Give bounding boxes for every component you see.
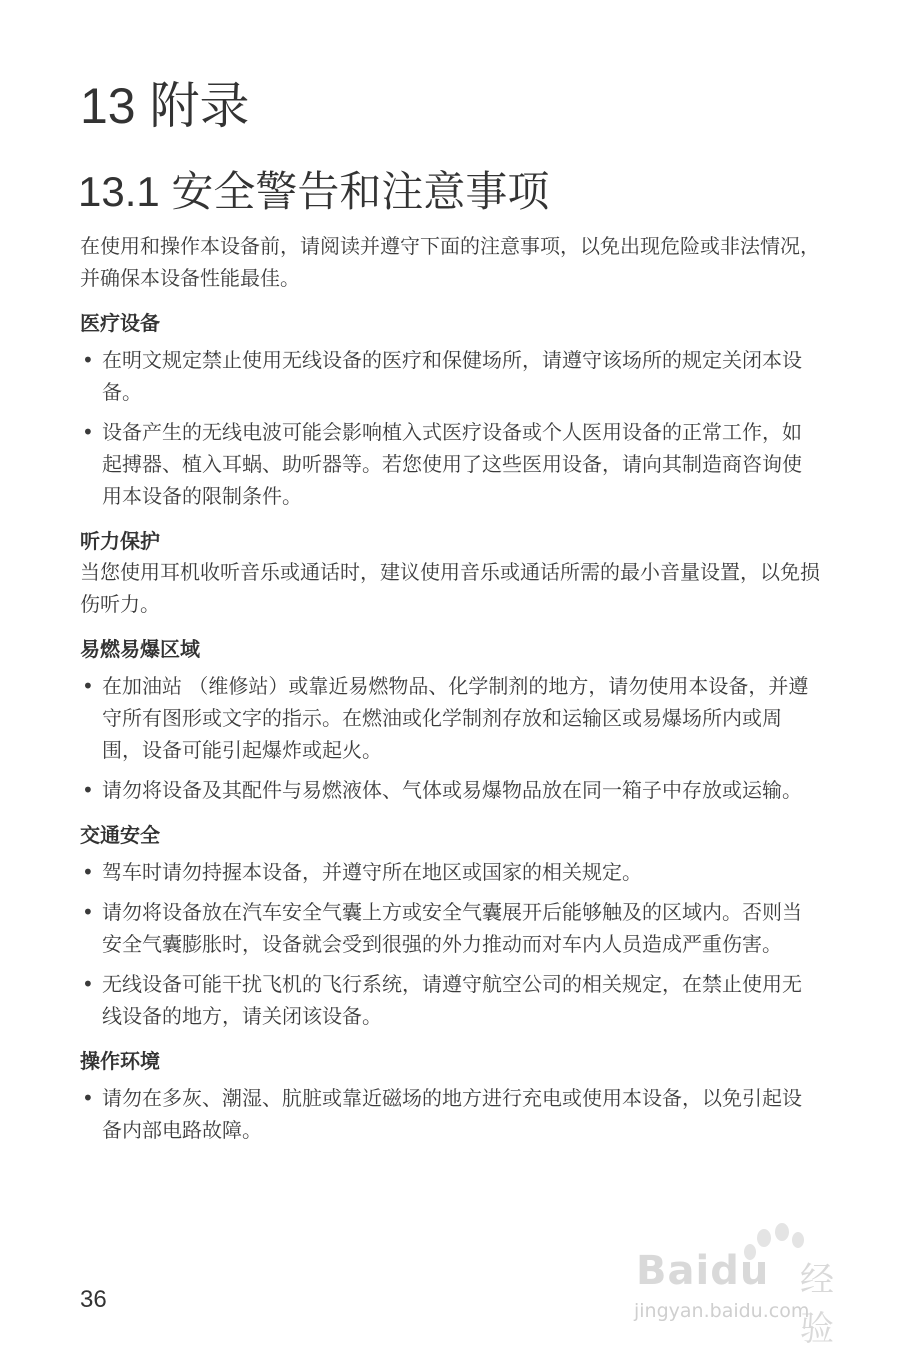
page-number: 36 (80, 1286, 107, 1313)
bullet-icon: • (82, 348, 94, 372)
watermark-logo: Baidu (636, 1248, 770, 1294)
environment-section (80, 1046, 820, 1146)
flammable-section (80, 634, 820, 806)
traffic-section (80, 820, 820, 1032)
baidu-jingyan-watermark (632, 1222, 862, 1349)
bullet-icon: • (82, 860, 94, 884)
list-item-text: 驾车时请勿持握本设备，并遵守所在地区或国家的相关规定。 (102, 860, 642, 884)
list-item (80, 968, 820, 1032)
intro-paragraph: 在使用和操作本设备前，请阅读并遵守下面的注意事项，以免出现危险或非法情况，并确保本设备性能最佳。 (80, 234, 820, 290)
list-item (80, 896, 820, 960)
bullet-icon: • (82, 778, 94, 802)
watermark-url: jingyan.baidu.com (634, 1300, 810, 1322)
hearing-section (80, 526, 820, 620)
bullet-icon: • (82, 900, 94, 924)
list-item (80, 1082, 820, 1146)
traffic-heading: 交通安全 (80, 823, 160, 847)
list-item (80, 670, 820, 766)
environment-heading: 操作环境 (80, 1049, 160, 1073)
medical-section (80, 308, 820, 512)
list-item-text: 请勿将设备及其配件与易燃液体、气体或易爆物品放在同一箱子中存放或运输。 (102, 778, 802, 802)
flammable-heading: 易燃易爆区域 (80, 637, 200, 661)
list-item-text: 请勿将设备放在汽车安全气囊上方或安全气囊展开后能够触及的区域内。否则当安全气囊膨胀时，设备就会受到很强的外力推动而对车内人员造成严重伤害。 (102, 900, 802, 956)
chapter-title: 13 附录 (80, 78, 250, 134)
list-item-text: 无线设备可能干扰飞机的飞行系统，请遵守航空公司的相关规定，在禁止使用无线设备的地方，请关闭该设备。 (102, 972, 802, 1028)
list-item (80, 344, 820, 408)
section-title: 13.1 安全警告和注意事项 (78, 168, 550, 215)
bullet-icon: • (82, 1086, 94, 1110)
list-item (80, 774, 820, 806)
list-item-text: 请勿在多灰、潮湿、肮脏或靠近磁场的地方进行充电或使用本设备，以免引起设备内部电路故障。 (102, 1086, 802, 1142)
document-page (80, 70, 820, 1154)
bullet-icon: • (82, 420, 94, 444)
list-item (80, 856, 820, 888)
environment-list (80, 1082, 820, 1146)
hearing-heading: 听力保护 (80, 529, 160, 553)
list-item (80, 416, 820, 512)
traffic-list (80, 856, 820, 1032)
medical-heading: 医疗设备 (80, 311, 160, 335)
bullet-icon: • (82, 972, 94, 996)
hearing-text: 当您使用耳机收听音乐或通话时，建议使用音乐或通话所需的最小音量设置，以免损伤听力。 (80, 560, 820, 616)
list-item-text: 在加油站 （维修站）或靠近易燃物品、化学制剂的地方，请勿使用本设备，并遵守所有图形或文字的指示。在燃油或化学制剂存放和运输区或易爆场所内或周围，设备可能引起爆炸或起火。 (102, 674, 809, 762)
list-item-text: 在明文规定禁止使用无线设备的医疗和保健场所，请遵守该场所的规定关闭本设备。 (102, 348, 802, 404)
list-item-text: 设备产生的无线电波可能会影响植入式医疗设备或个人医用设备的正常工作，如起搏器、植入耳蜗、助听器等。若您使用了这些医用设备，请向其制造商咨询使用本设备的限制条件。 (102, 420, 802, 508)
medical-list (80, 344, 820, 512)
bullet-icon: • (82, 674, 94, 698)
flammable-list (80, 670, 820, 806)
watermark-jingyan: 经验 (800, 1260, 834, 1349)
